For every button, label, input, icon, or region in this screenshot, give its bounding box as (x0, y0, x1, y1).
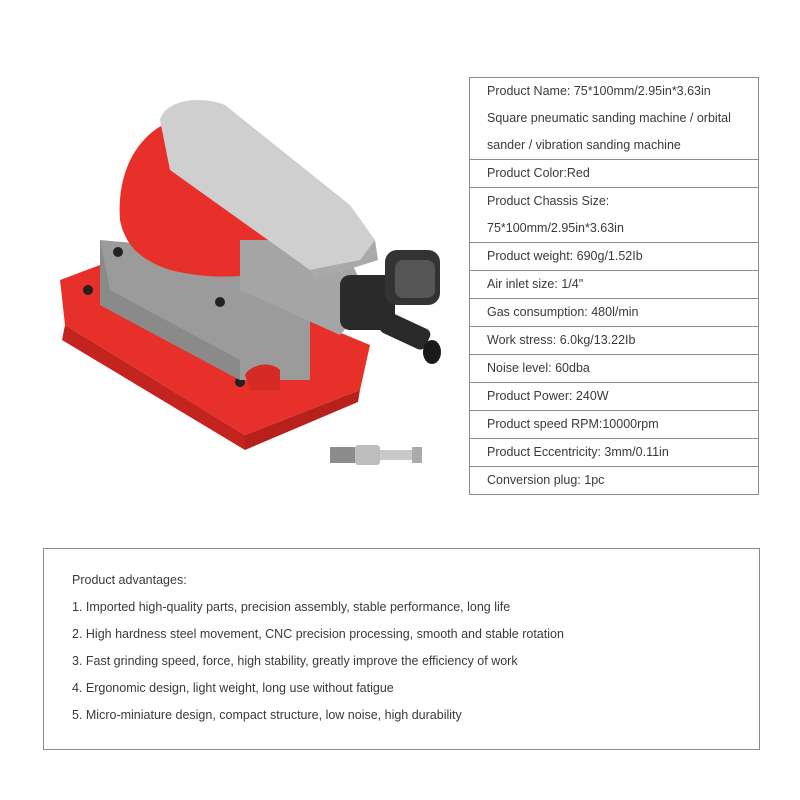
spec-row-air-inlet (470, 271, 758, 299)
advantage-item: 5. Micro-miniature design, compact structure, low noise, high durability (72, 708, 462, 722)
spec-row-weight (470, 243, 758, 271)
product-image (40, 90, 460, 490)
spec-line: Square pneumatic sanding machine / orbital (487, 111, 731, 125)
spec-row-conversion-plug (470, 467, 758, 494)
spec-line: Product Chassis Size: (487, 194, 610, 208)
advantages-box (43, 548, 760, 750)
spec-line: Product Eccentricity: 3mm/0.11in (487, 445, 669, 459)
spec-row-work-stress (470, 327, 758, 355)
spec-line: Air inlet size: 1/4" (487, 277, 584, 291)
spec-line: Product speed RPM:10000rpm (487, 417, 659, 431)
spec-line: sander / vibration sanding machine (487, 138, 681, 152)
advantage-item: 1. Imported high-quality parts, precision assembly, stable performance, long life (72, 600, 511, 614)
spec-line: Work stress: 6.0kg/13.22Ib (487, 333, 636, 347)
advantage-item: 2. High hardness steel movement, CNC precision processing, smooth and stable rotation (72, 627, 564, 641)
advantage-item: 3. Fast grinding speed, force, high stability, greatly improve the efficiency of work (72, 654, 518, 668)
spec-line: Conversion plug: 1pc (487, 473, 605, 487)
spec-row-noise-level (470, 355, 758, 383)
spec-row-color (470, 160, 758, 188)
spec-row-speed (470, 411, 758, 439)
spec-row-product-name (470, 78, 758, 160)
spec-row-gas-consumption (470, 299, 758, 327)
spec-line: Product Color:Red (487, 166, 590, 180)
spec-row-power (470, 383, 758, 411)
spec-line: 75*100mm/2.95in*3.63in (487, 221, 624, 235)
spec-line: Gas consumption: 480l/min (487, 305, 639, 319)
spec-table (469, 77, 759, 495)
advantages-title: Product advantages: (72, 573, 187, 587)
pneumatic-sander-icon (40, 90, 460, 490)
spec-row-eccentricity (470, 439, 758, 467)
spec-row-chassis-size (470, 188, 758, 243)
spec-line: Noise level: 60dba (487, 361, 590, 375)
spec-line: Product Power: 240W (487, 389, 609, 403)
spec-line: Product weight: 690g/1.52Ib (487, 249, 643, 263)
advantage-item: 4. Ergonomic design, light weight, long use without fatigue (72, 681, 394, 695)
spec-line: Product Name: 75*100mm/2.95in*3.63in (487, 84, 711, 98)
